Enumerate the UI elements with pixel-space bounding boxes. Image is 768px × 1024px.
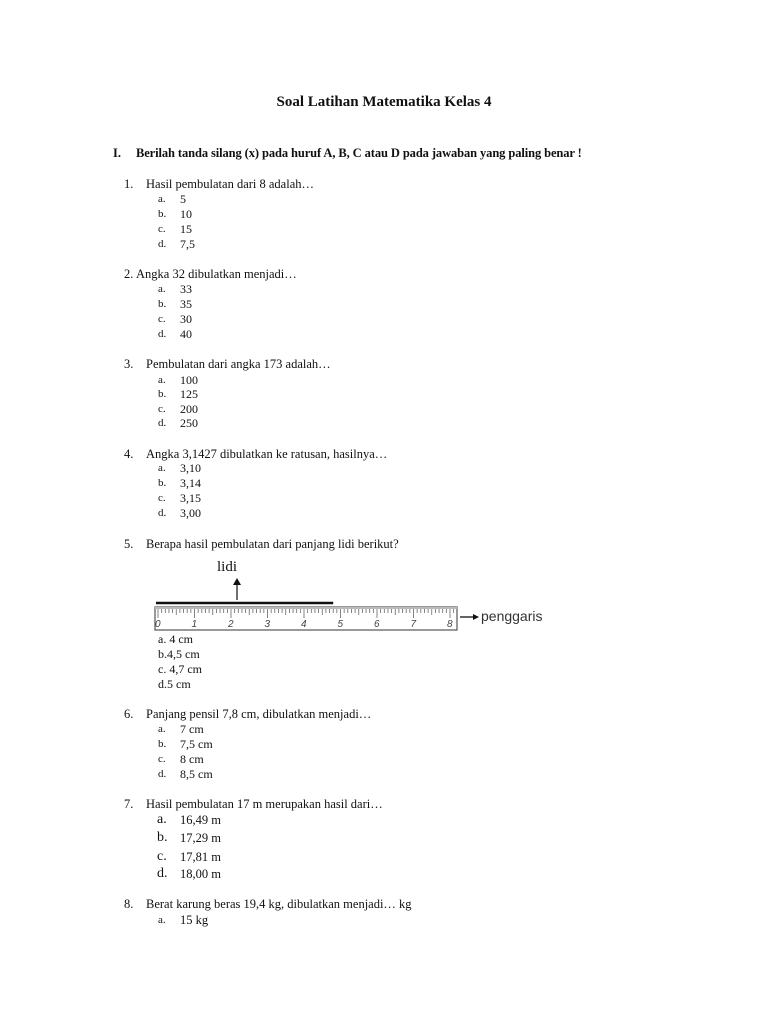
option-value: 35: [180, 297, 192, 311]
ruler-tick-label: 5: [337, 619, 344, 630]
option-value: 100: [180, 373, 198, 387]
option-label: c.: [158, 403, 166, 415]
option-value: 30: [180, 312, 192, 326]
option-label: b.: [158, 388, 167, 400]
option-label: b.: [158, 738, 167, 750]
option-value: 15: [180, 222, 192, 236]
question-text: Angka 3,1427 dibulatkan ke ratusan, hasilnya…: [146, 447, 388, 461]
option-label: b.: [158, 208, 167, 220]
question-number: 4.: [124, 447, 134, 461]
option-label: a.: [158, 462, 166, 474]
question-number: 2.: [124, 267, 134, 281]
option-value: 5: [180, 192, 186, 206]
ruler-tick-label: 6: [374, 619, 380, 630]
section-instruction: Berilah tanda silang (x) pada huruf A, B, C atau D pada jawaban yang paling benar !: [136, 146, 582, 160]
page-title: Soal Latihan Matematika Kelas 4: [276, 94, 492, 110]
arrow-right-icon: [460, 612, 480, 622]
option-value: 250: [180, 416, 198, 430]
option-value: 7,5: [180, 237, 195, 251]
option-value: 8 cm: [180, 752, 204, 766]
question-text: Panjang pensil 7,8 cm, dibulatkan menjadi…: [146, 707, 372, 721]
option-item: b.4,5 cm: [158, 647, 200, 661]
option-label: d.: [158, 328, 167, 340]
question-number: 3.: [124, 357, 134, 371]
question-text: Angka 32 dibulatkan menjadi…: [136, 267, 297, 281]
option-value: 3,15: [180, 491, 201, 505]
stick-label: lidi: [217, 559, 238, 575]
option-item: c. 4,7 cm: [158, 662, 202, 676]
ruler-tick-label: 1: [191, 619, 198, 630]
question-text: Berat karung beras 19,4 kg, dibulatkan menjadi… kg: [146, 897, 412, 911]
option-label: d.: [158, 507, 167, 519]
section-number: I.: [113, 146, 121, 160]
question-number: 5.: [124, 537, 134, 551]
question-text: Pembulatan dari angka 173 adalah…: [146, 357, 331, 371]
option-value: 125: [180, 387, 198, 401]
ruler-edge: [155, 607, 457, 609]
option-label: a.: [158, 193, 166, 205]
question-number: 8.: [124, 897, 134, 911]
option-value: 17,29 m: [180, 831, 221, 845]
option-label: c.: [158, 492, 166, 504]
option-value: 15 kg: [180, 913, 209, 927]
question-number: 1.: [124, 177, 134, 191]
ruler-tick-label: 4: [301, 619, 307, 630]
question-number: 7.: [124, 797, 134, 811]
option-label: d.: [158, 238, 167, 250]
ruler-tick-label: 0: [155, 619, 161, 630]
option-label: b.: [157, 830, 168, 845]
option-label: d.: [158, 768, 167, 780]
option-value: 3,14: [180, 476, 201, 490]
option-label: a.: [158, 374, 166, 386]
option-label: a.: [158, 283, 166, 295]
question-text: Hasil pembulatan 17 m merupakan hasil dari…: [146, 797, 383, 811]
option-value: 10: [180, 207, 192, 221]
option-item: a. 4 cm: [158, 632, 193, 646]
option-label: a.: [157, 812, 167, 827]
option-label: c.: [158, 753, 166, 765]
option-value: 33: [180, 282, 192, 296]
option-value: 7,5 cm: [180, 737, 213, 751]
option-value: 3,10: [180, 461, 201, 475]
ruler-figure: [150, 578, 470, 634]
option-label: b.: [158, 298, 167, 310]
option-label: c.: [157, 849, 167, 864]
ruler-tick-label: 3: [264, 619, 271, 630]
option-value: 16,49 m: [180, 813, 221, 827]
option-label: a.: [158, 914, 166, 926]
option-value: 17,81 m: [180, 850, 221, 864]
option-label: c.: [158, 313, 166, 325]
option-label: b.: [158, 477, 167, 489]
option-label: d.: [158, 417, 167, 429]
question-number: 6.: [124, 707, 134, 721]
question-text: Hasil pembulatan dari 8 adalah…: [146, 177, 314, 191]
ruler-label: penggaris: [481, 608, 543, 624]
option-value: 40: [180, 327, 192, 341]
option-value: 18,00 m: [180, 867, 221, 881]
question-text: Berapa hasil pembulatan dari panjang lidi berikut?: [146, 537, 399, 551]
option-value: 3,00: [180, 506, 201, 520]
option-value: 8,5 cm: [180, 767, 213, 781]
ruler-tick-label: 8: [447, 619, 453, 630]
option-value: 7 cm: [180, 722, 204, 736]
option-item: d.5 cm: [158, 677, 191, 691]
option-value: 200: [180, 402, 198, 416]
option-label: c.: [158, 223, 166, 235]
option-label: a.: [158, 723, 166, 735]
ruler-tick-label: 7: [410, 619, 417, 630]
option-label: d.: [157, 866, 168, 881]
stick-pointer-arrowhead-icon: [233, 578, 241, 585]
ruler-tick-label: 2: [228, 619, 234, 630]
